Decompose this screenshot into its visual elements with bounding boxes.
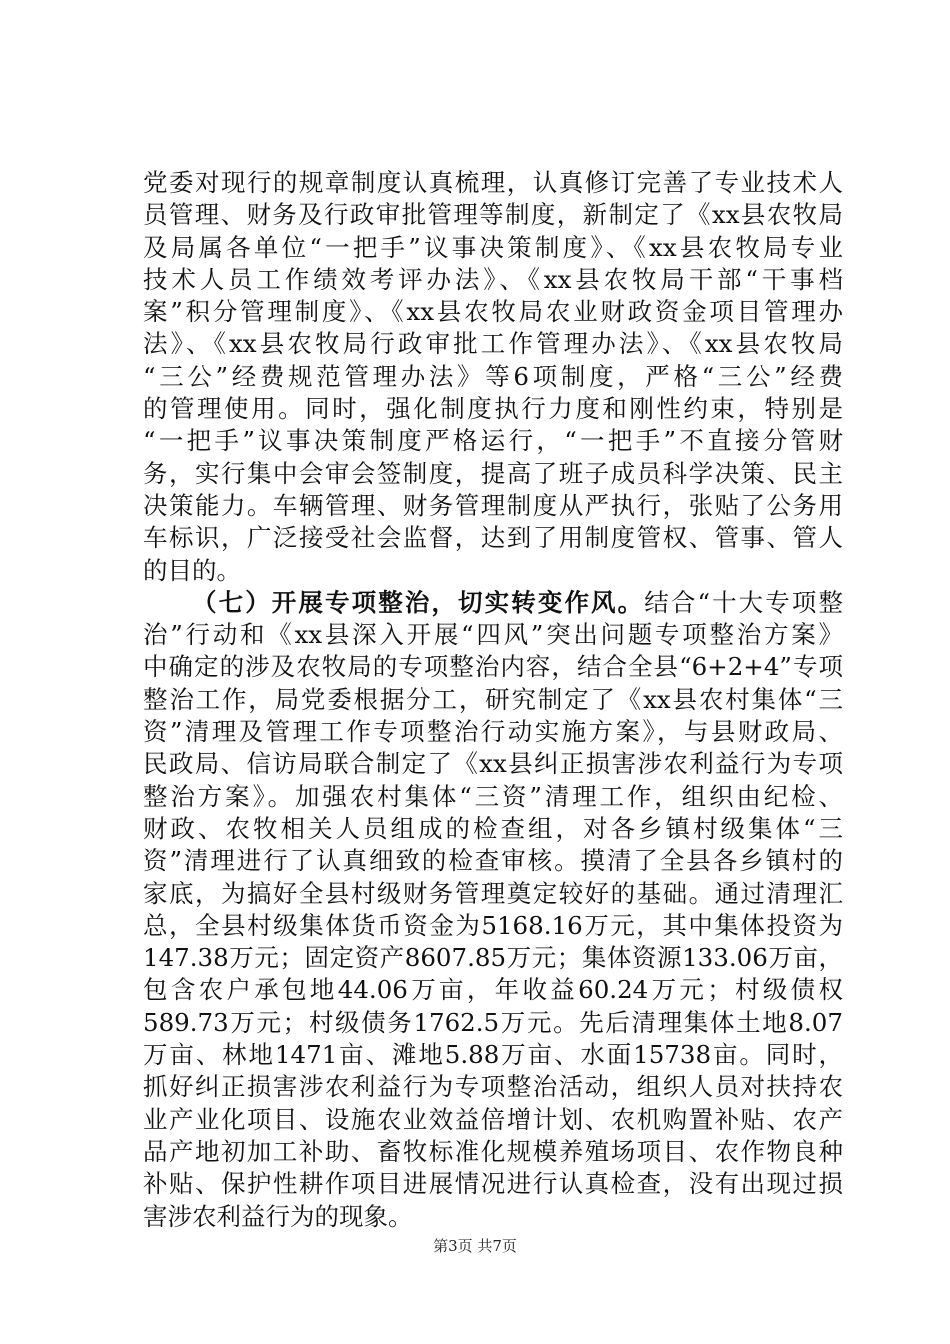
text-line: 车标识，广泛接受社会监督，达到了用制度管权、管事、管人 xyxy=(143,523,843,553)
text-line: 法》、《xx县农牧局行政审批工作管理办法》、《xx县农牧局 xyxy=(143,329,843,359)
page-number-footer: 第3页 共7页 xyxy=(433,1237,517,1255)
text-line: 民政局、信访局联合制定了《xx县纠正损害涉农利益行为专项 xyxy=(143,749,843,779)
text-line: 及局属各单位“一把手”议事决策制度》、《xx县农牧局专业 xyxy=(143,232,843,262)
section-heading: （七）开展专项整治，切实转变作风。 xyxy=(192,587,645,617)
text-line: 业产业化项目、设施农业效益倍增计划、农机购置补贴、农产 xyxy=(143,1104,843,1134)
text-line: 中确定的涉及农牧局的专项整治内容，结合全县“6+2+4”专项 xyxy=(143,652,843,682)
text-line: 万亩、林地1471亩、滩地5.88万亩、水面15738亩。同时， xyxy=(143,1040,843,1070)
text-line: 品产地初加工补助、畜牧标准化规模养殖场项目、农作物良种 xyxy=(143,1136,843,1166)
text-line: 资”清理进行了认真细致的检查审核。摸清了全县各乡镇村的 xyxy=(143,846,843,876)
text-line: 147.38万元；固定资产8607.85万元；集体资源133.06万亩， xyxy=(143,943,843,973)
text-line: 589.73万元；村级债务1762.5万元。先后清理集体土地8.07 xyxy=(143,1007,843,1037)
text-line: 害涉农利益行为的现象。 xyxy=(143,1201,413,1231)
text-line: 决策能力。车辆管理、财务管理制度从严执行，张贴了公务用 xyxy=(143,490,843,520)
text-line: 抓好纠正损害涉农利益行为专项整治活动，组织人员对扶持农 xyxy=(143,1072,843,1102)
text-line: 财政、农牧相关人员组成的检查组，对各乡镇村级集体“三 xyxy=(143,813,843,843)
text-line: 党委对现行的规章制度认真梳理，认真修订完善了专业技术人 xyxy=(143,168,843,197)
text-line: 务，实行集中会审会签制度，提高了班子成员科学决策、民主 xyxy=(143,458,843,488)
text-line: 的管理使用。同时，强化制度执行力度和刚性约束，特别是 xyxy=(143,394,843,424)
text-line: 资”清理及管理工作专项整治行动实施方案》，与县财政局、 xyxy=(143,717,843,747)
document-body xyxy=(143,167,843,1233)
text-line: 员管理、财务及行政审批管理等制度，新制定了《xx县农牧局 xyxy=(143,200,843,230)
paragraph-regulations xyxy=(143,167,843,587)
text-line: 案”积分管理制度》、《xx县农牧局农业财政资金项目管理办 xyxy=(143,297,843,327)
text-line: 补贴、保护性耕作项目进展情况进行认真检查，没有出现过损 xyxy=(143,1169,843,1199)
text-line: 治”行动和《xx县深入开展“四风”突出问题专项整治方案》 xyxy=(143,620,843,650)
text-line: 技术人员工作绩效考评办法》、《xx县农牧局干部“干事档 xyxy=(143,264,843,294)
text-line: 整治方案》。加强农村集体“三资”清理工作，组织由纪检、 xyxy=(143,781,843,811)
text-line: 包含农户承包地44.06万亩，年收益60.24万元；村级债权 xyxy=(143,975,843,1005)
paragraph-special-rectification xyxy=(143,587,843,1233)
text-line: 整治工作，局党委根据分工，研究制定了《xx县农村集体“三 xyxy=(143,684,843,714)
text-line: “三公”经费规范管理办法》等6项制度，严格“三公”经费 xyxy=(143,361,843,391)
text-line: 的目的。 xyxy=(143,555,241,585)
text-line: 家底，为搞好全县村级财务管理奠定较好的基础。通过清理汇 xyxy=(143,878,843,908)
text-line: 总，全县村级集体货币资金为5168.16万元，其中集体投资为 xyxy=(143,910,843,940)
text-line: “一把手”议事决策制度严格运行，“一把手”不直接分管财 xyxy=(143,426,843,456)
section-heading-continuation: 结合“十大专项整 xyxy=(644,587,843,617)
section-heading-line xyxy=(143,587,843,619)
